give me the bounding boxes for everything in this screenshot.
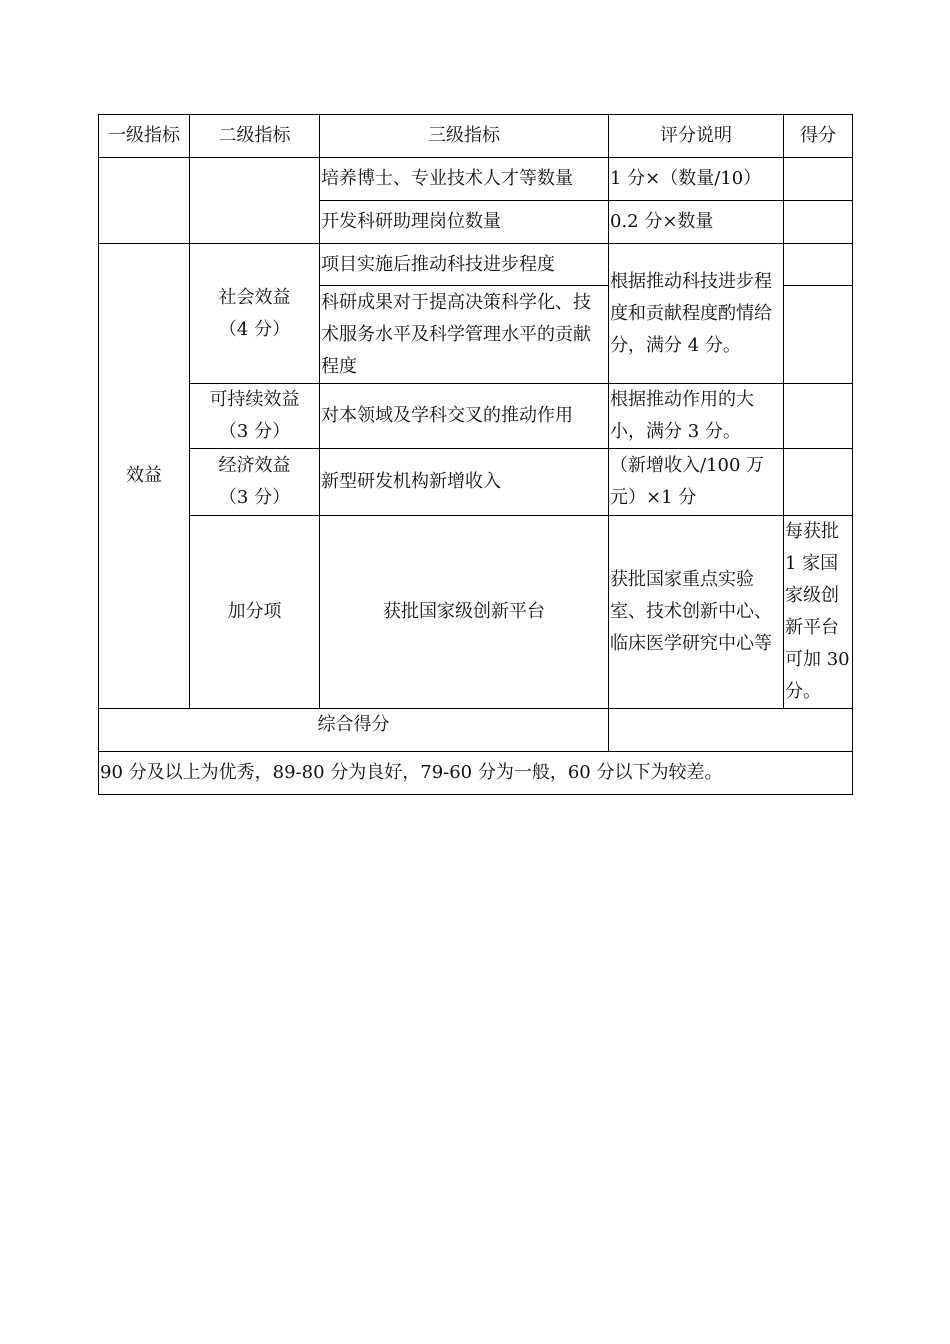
total-label: 综合得分 bbox=[99, 709, 609, 752]
indicator-social-2: 科研成果对于提高决策科学化、技术服务水平及科学管理水平的贡献程度 bbox=[320, 286, 609, 384]
table-row bbox=[99, 384, 853, 449]
social-benefit-points: （4 分） bbox=[218, 318, 291, 340]
table-row bbox=[99, 516, 853, 709]
economic-benefit-label: 经济效益 bbox=[218, 455, 291, 476]
rule-social: 根据推动科技进步程度和贡献程度酌情给分，满分 4 分。 bbox=[609, 244, 784, 384]
bonus-label: 加分项 bbox=[190, 516, 320, 709]
indicator-bonus: 获批国家重点实验室、技术创新中心、临床医学研究中心等 bbox=[609, 516, 784, 709]
header-level2: 二级指标 bbox=[190, 115, 320, 158]
score-cell[interactable] bbox=[784, 384, 853, 449]
indicator-economic: 新型研发机构新增收入 bbox=[320, 449, 609, 516]
indicator-sustainable: 对本领域及学科交叉的推动作用 bbox=[320, 384, 609, 449]
rule-doctors: 1 分×（数量/10） bbox=[609, 158, 784, 201]
indicator-assistants: 开发科研助理岗位数量 bbox=[320, 201, 609, 244]
economic-benefit-cell bbox=[190, 449, 320, 516]
score-cell[interactable] bbox=[784, 158, 853, 201]
sustainable-benefit-label: 可持续效益 bbox=[209, 389, 300, 410]
header-level1: 一级指标 bbox=[99, 115, 190, 158]
indicator-social-1: 项目实施后推动科技进步程度 bbox=[320, 244, 609, 286]
rule-sustainable: 根据推动作用的大小，满分 3 分。 bbox=[609, 384, 784, 449]
social-benefit-label: 社会效益 bbox=[218, 286, 291, 308]
rule-economic: （新增收入/100 万元）×1 分 bbox=[609, 449, 784, 516]
score-cell[interactable] bbox=[784, 449, 853, 516]
total-row bbox=[99, 709, 853, 752]
rule-assistants: 0.2 分×数量 bbox=[609, 201, 784, 244]
bonus-sub-label: 获批国家级创新平台 bbox=[320, 516, 609, 709]
economic-benefit-points: （3 分） bbox=[218, 487, 291, 508]
header-row bbox=[99, 115, 853, 158]
rule-bonus: 每获批 1 家国家级创新平台可加 30 分。 bbox=[784, 516, 853, 709]
total-score-cell[interactable] bbox=[609, 709, 853, 752]
sustainable-benefit-points: （3 分） bbox=[218, 421, 291, 442]
empty-level1-cell bbox=[99, 158, 190, 244]
table-row bbox=[99, 158, 853, 201]
grading-note: 90 分及以上为优秀，89-80 分为良好，79-60 分为一般，60 分以下为较差。 bbox=[99, 752, 853, 795]
score-cell[interactable] bbox=[784, 286, 853, 384]
benefit-label: 效益 bbox=[99, 244, 190, 709]
table-row bbox=[99, 449, 853, 516]
grading-row bbox=[99, 752, 853, 795]
sustainable-benefit-cell bbox=[190, 384, 320, 449]
score-cell[interactable] bbox=[784, 244, 853, 286]
header-criteria: 评分说明 bbox=[609, 115, 784, 158]
header-level3: 三级指标 bbox=[320, 115, 609, 158]
table-row bbox=[99, 244, 853, 286]
empty-level2-cell bbox=[190, 158, 320, 244]
header-score: 得分 bbox=[784, 115, 853, 158]
indicator-doctors: 培养博士、专业技术人才等数量 bbox=[320, 158, 609, 201]
social-benefit-cell bbox=[190, 244, 320, 384]
score-cell[interactable] bbox=[784, 201, 853, 244]
evaluation-table bbox=[98, 114, 853, 795]
